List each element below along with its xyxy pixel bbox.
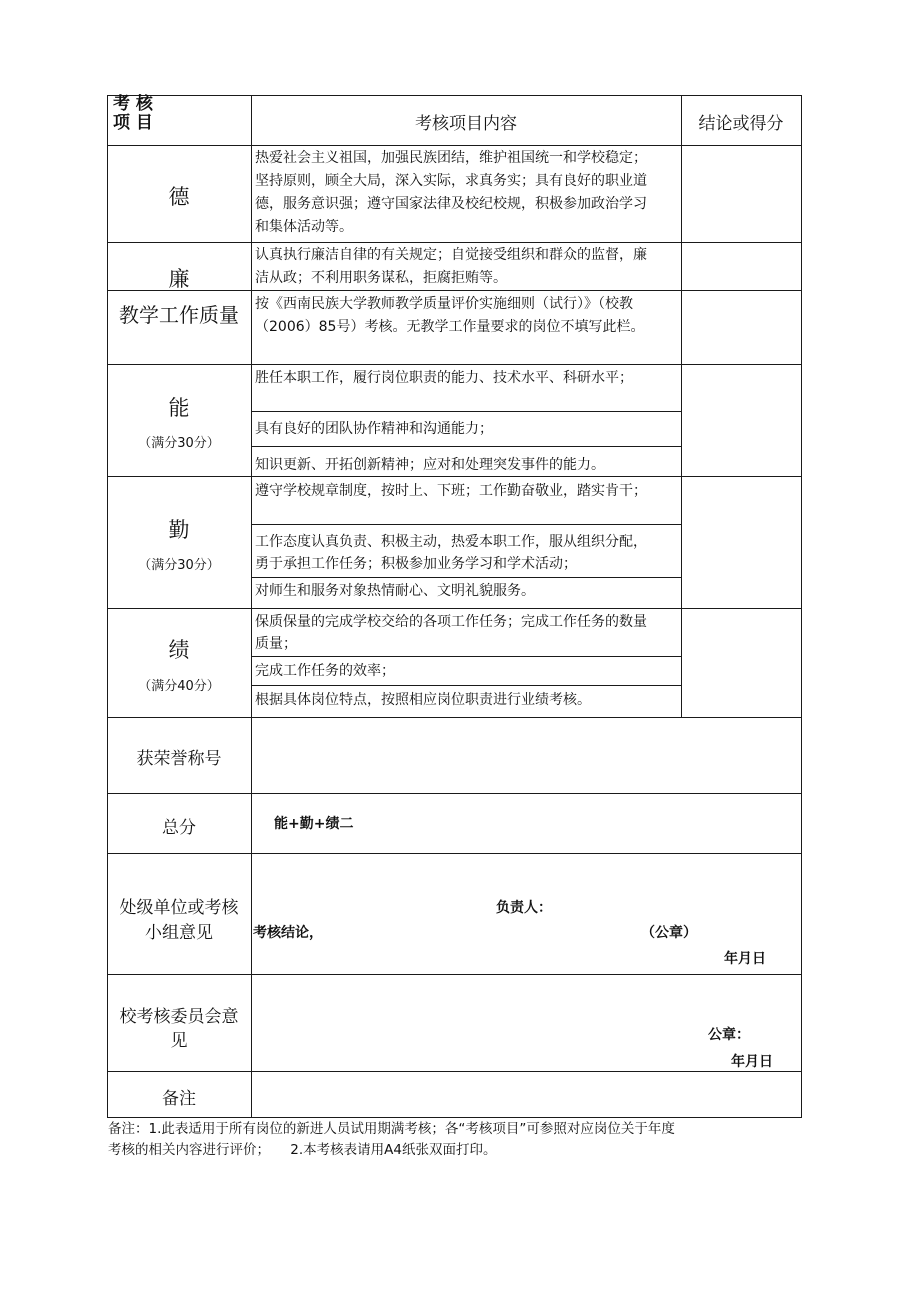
row-ji-score: （满分40分） — [138, 679, 220, 694]
row-teaching-line-2: （2006）85号）考核。无教学工作量要求的岗位不填写此栏。 — [255, 319, 645, 335]
row-lian-title: 廉 — [168, 267, 190, 291]
committee-date: 年月日 — [731, 1054, 773, 1070]
row-neng-item-1: 胜任本职工作，履行岗位职责的能力、技术水平、科研水平； — [255, 370, 633, 386]
row-teaching-line-1: 按《西南民族大学教师教学质量评价实施细则（试行）》（校教 — [255, 296, 633, 312]
footnote-line-2: 考核的相关内容进行评价； 2.本考核表请用A4纸张双面打印。 — [108, 1142, 497, 1158]
row-ji-item-3: 根据具体岗位特点，按照相应岗位职责进行业绩考核。 — [255, 692, 591, 708]
row-neng-item-3: 知识更新、开拓创新精神；应对和处理突发事件的能力。 — [255, 457, 605, 473]
dept-seal: （公章） — [641, 925, 697, 941]
row-ji-item-1: 保质保量的完成学校交给的各项工作任务；完成工作任务的数量 — [255, 614, 647, 630]
dept-date: 年月日 — [724, 951, 766, 967]
row-qin-item-4: 对师生和服务对象热情耐心、文明礼貌服务。 — [255, 583, 535, 599]
dept-label-line-2: 小组意见 — [145, 923, 213, 943]
row-ji-item-1b: 质量； — [255, 636, 297, 652]
row-de-line-3: 德，服务意识强；遵守国家法律及校纪校规，积极参加政治学习 — [255, 196, 647, 212]
row-de-line-1: 热爱社会主义祖国，加强民族团结，维护祖国统一和学校稳定； — [255, 150, 647, 166]
row-qin-item-3: 勇于承担工作任务；积极参加业务学习和学术活动； — [255, 556, 577, 572]
row-ji-item-2: 完成工作任务的效率； — [255, 663, 395, 679]
remark-label: 备注 — [162, 1089, 196, 1109]
row-qin-item-1: 遵守学校规章制度，按时上、下班；工作勤奋敬业，踏实肯干； — [255, 483, 647, 499]
dept-responsible: 负责人： — [496, 900, 552, 916]
committee-label-line-1: 校考核委员会意 — [119, 1007, 239, 1027]
committee-seal: 公章： — [708, 1027, 750, 1043]
dept-label-line-1: 处级单位或考核 — [119, 898, 239, 918]
row-qin-title: 勤 — [168, 518, 190, 542]
row-ji-title: 绩 — [168, 638, 190, 662]
dept-conclusion: 考核结论， — [253, 925, 323, 941]
row-neng-score: （满分30分） — [138, 436, 220, 451]
row-qin-item-2: 工作态度认真负责、积极主动，热爱本职工作，服从组织分配， — [255, 534, 647, 550]
header-result-title: 结论或得分 — [698, 114, 784, 134]
row-de-title: 德 — [168, 185, 190, 209]
honor-label: 获荣誉称号 — [136, 749, 222, 769]
total-formula: 能+勤+绩二 — [274, 816, 354, 832]
row-de-line-4: 和集体活动等。 — [255, 219, 353, 235]
row-lian-line-2: 洁从政；不利用职务谋私，拒腐拒贿等。 — [255, 270, 507, 286]
row-de-line-2: 坚持原则，顾全大局，深入实际，求真务实；具有良好的职业道 — [255, 173, 647, 189]
row-neng-item-2: 具有良好的团队协作精神和沟通能力； — [255, 421, 493, 437]
header-content-title: 考核项目内容 — [415, 114, 517, 134]
row-neng-title: 能 — [168, 396, 190, 420]
header-item-bottom: 项 目 — [113, 113, 153, 133]
total-label: 总分 — [162, 818, 196, 838]
row-qin-score: （满分30分） — [138, 558, 220, 573]
row-lian-line-1: 认真执行廉洁自律的有关规定；自觉接受组织和群众的监督，廉 — [255, 247, 647, 263]
row-teaching-title: 教学工作质量 — [119, 303, 239, 327]
header-item-top: 考 核 — [113, 94, 153, 114]
committee-label-line-2: 见 — [170, 1031, 188, 1051]
footnote-line-1: 备注：1.此表适用于所有岗位的新进人员试用期满考核；各“考核项目”可参照对应岗位关于年度 — [108, 1121, 675, 1137]
